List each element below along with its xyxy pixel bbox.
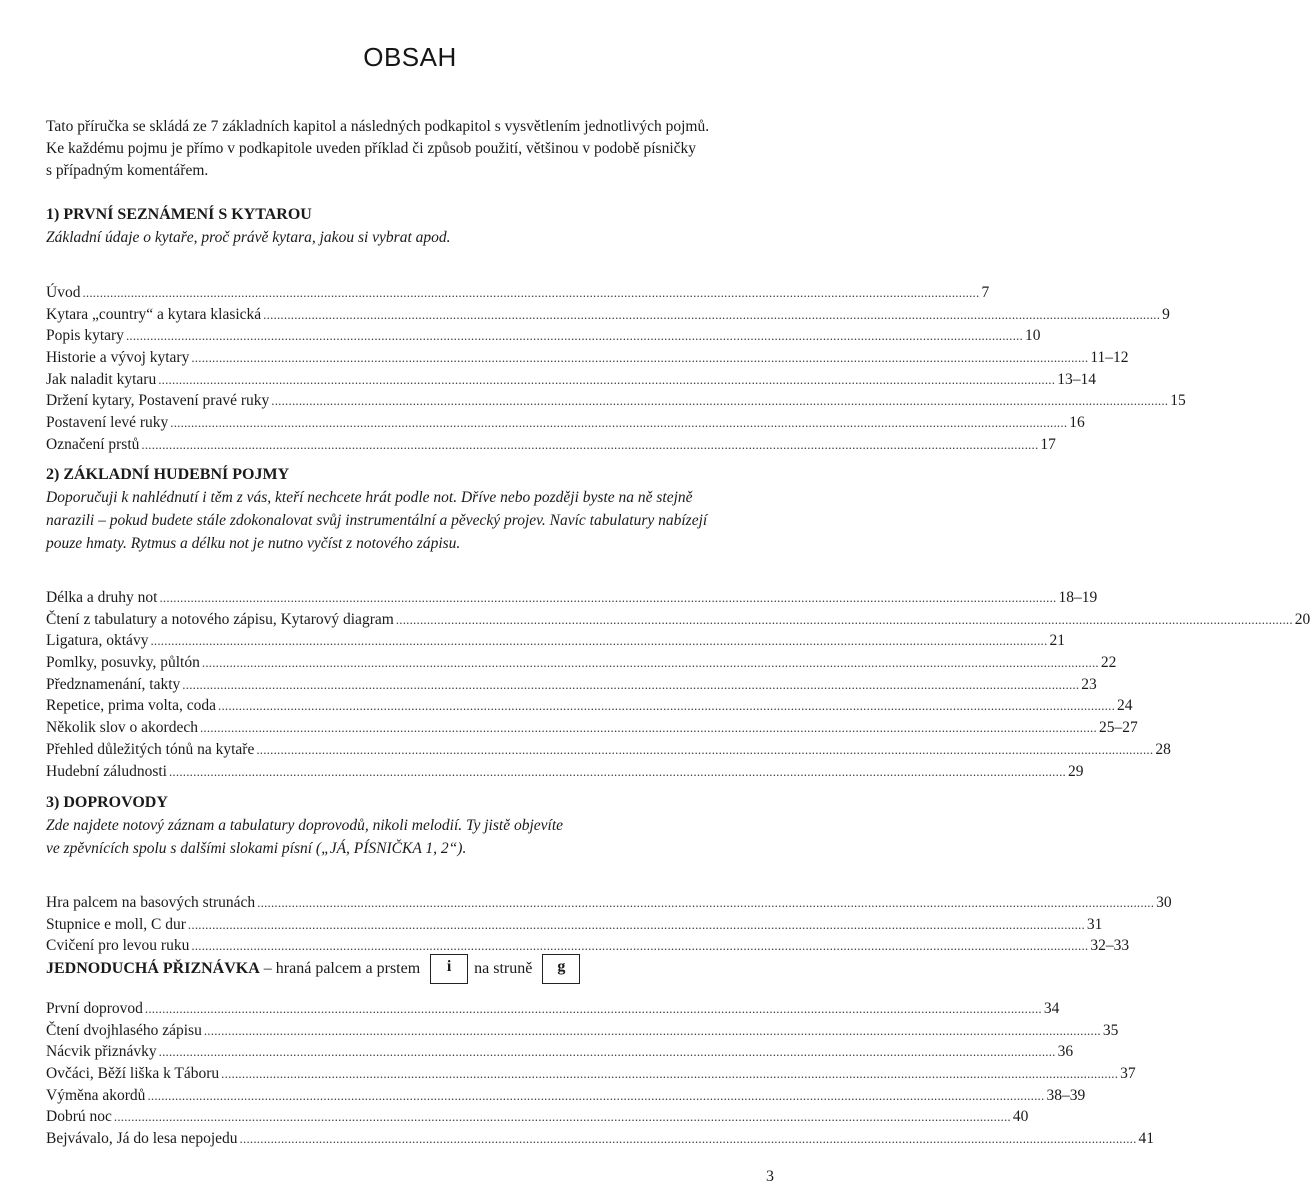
toc-entry — [46, 1085, 1086, 1107]
toc-entry — [46, 717, 1138, 739]
toc-dot-leader: .................................................................................................................................................................................................................................................................... — [113, 1109, 1011, 1125]
toc-dot-leader: .................................................................................................................................................................................................................................................................... — [271, 393, 1169, 409]
toc-entry-label: Historie a vývoj kytary — [46, 349, 190, 367]
toc-dot-leader: .................................................................................................................................................................................................................................................................... — [158, 1044, 1056, 1060]
toc-entry — [46, 1128, 1155, 1150]
toc-entry-page: 22 — [1100, 654, 1117, 672]
section-heading: 1) PRVNÍ SEZNÁMENÍ S KYTAROU — [46, 206, 312, 223]
toc-entry — [46, 369, 1096, 391]
toc-entry-page: 24 — [1117, 697, 1133, 715]
toc-entry-label: Ligatura, oktávy — [46, 632, 149, 650]
toc-entry-label: Hudební záludnosti — [46, 762, 167, 780]
toc-entry-page: 38–39 — [1046, 1086, 1086, 1104]
toc-entry — [46, 892, 1172, 914]
toc-entry-page: 31 — [1086, 915, 1103, 933]
toc-dot-leader: .................................................................................................................................................................................................................................................................... — [141, 436, 1039, 452]
toc-dot-leader: .................................................................................................................................................................................................................................................................... — [191, 350, 1089, 366]
toc-entry-page: 41 — [1138, 1130, 1155, 1148]
finger-box-i: i — [430, 954, 468, 984]
toc-dot-leader: .................................................................................................................................................................................................................................................................... — [158, 371, 1056, 387]
section-description — [46, 226, 774, 249]
toc-entry-page: 30 — [1156, 894, 1172, 911]
toc-entry-page: 25–27 — [1098, 719, 1138, 737]
toc-entry-label: Popis kytary — [46, 327, 124, 345]
toc-entry-label: Předznamenání, takty — [46, 675, 181, 693]
toc-entry-label: Jak naladit kytaru — [46, 370, 157, 388]
toc-entry-page: 7 — [981, 284, 990, 301]
section-description-line: Základní údaje o kytaře, proč právě kytara, jakou si vybrat apod. — [46, 229, 451, 246]
toc-dot-leader: .................................................................................................................................................................................................................................................................... — [395, 611, 1293, 627]
toc-entry-label: Několik slov o akordech — [46, 719, 198, 737]
toc-entry — [46, 1020, 1119, 1042]
toc-entry — [46, 1041, 1074, 1063]
toc-entry-page: 21 — [1049, 632, 1065, 650]
intro-line: s případným komentářem. — [46, 162, 209, 179]
toc-entry-page: 35 — [1102, 1021, 1119, 1039]
subsection-heading-rest: – hraná palcem a prstem — [259, 960, 421, 977]
section-description-line: narazili – pokud budete stále zdokonalovat svůj instrumentální a pěvecký projev. Navíc tabulatury nabízejí — [46, 512, 708, 529]
toc-entry-page: 13–14 — [1057, 370, 1096, 388]
toc-list — [46, 998, 1155, 1150]
toc-dot-leader: .................................................................................................................................................................................................................................................................... — [168, 763, 1066, 779]
toc-dot-leader: .................................................................................................................................................................................................................................................................... — [182, 676, 1080, 692]
toc-entry-page: 29 — [1067, 762, 1084, 780]
toc-entry — [46, 695, 1133, 717]
section-1 — [46, 204, 1186, 456]
toc-entry — [46, 761, 1084, 783]
intro-paragraph — [46, 116, 786, 182]
section-description — [46, 814, 774, 860]
section-heading: 2) ZÁKLADNÍ HUDEBNÍ POJMY — [46, 466, 290, 483]
toc-entry-label: Ovčáci, Běží liška k Táboru — [46, 1065, 220, 1083]
toc-entry-label: Čtení dvojhlasého zápisu — [46, 1021, 202, 1039]
toc-entry-label: Kytara „country“ a kytara klasická — [46, 305, 262, 323]
toc-dot-leader: .................................................................................................................................................................................................................................................................... — [159, 590, 1057, 605]
section-description-line: Zde najdete notový záznam a tabulatury doprovodů, nikoli melodií. Ty jistě objevíte — [46, 817, 564, 834]
section-description-line: Doporučuji k nahlédnutí i těm z vás, kteří nechcete hrát podle not. Dříve nebo později byste na ně stejně — [46, 489, 693, 506]
toc-entry-label: Držení kytary, Postavení pravé ruky — [46, 392, 270, 410]
toc-entry-page: 28 — [1155, 740, 1171, 758]
toc-entry-label: Postavení levé ruky — [46, 414, 169, 432]
intro-line: Ke každému pojmu je přímo v podkapitole uveden příklad či způsob použití, většinou v podobě písničky — [46, 140, 697, 157]
toc-dot-leader: .................................................................................................................................................................................................................................................................... — [263, 306, 1161, 322]
toc-dot-leader: .................................................................................................................................................................................................................................................................... — [191, 938, 1089, 954]
toc-dot-leader: .................................................................................................................................................................................................................................................................... — [125, 328, 1023, 344]
toc-dot-leader: .................................................................................................................................................................................................................................................................... — [144, 1001, 1042, 1016]
toc-entry — [46, 347, 1129, 369]
toc-entry-label: Čtení z tabulatury a notového zápisu, Kytarový diagram — [46, 610, 394, 628]
toc-entry-page: 18–19 — [1058, 589, 1098, 606]
subsection-heading-bold: JEDNODUCHÁ PŘIZNÁVKA — [46, 960, 260, 977]
toc-entry — [46, 739, 1171, 761]
toc-dot-leader: .................................................................................................................................................................................................................................................................... — [221, 1066, 1119, 1082]
toc-dot-leader: .................................................................................................................................................................................................................................................................... — [257, 895, 1155, 910]
page-number: 3 — [766, 1168, 774, 1185]
toc-dot-leader: .................................................................................................................................................................................................................................................................... — [256, 741, 1154, 757]
page-title: OBSAH — [363, 42, 457, 72]
toc-list — [46, 587, 1310, 782]
toc-entry-page: 15 — [1170, 392, 1186, 410]
subsection-priznavka — [46, 954, 1155, 1150]
toc-entry — [46, 304, 1170, 326]
toc-dot-leader: .................................................................................................................................................................................................................................................................... — [170, 415, 1068, 431]
toc-dot-leader: .................................................................................................................................................................................................................................................................... — [201, 655, 1099, 671]
toc-entry — [46, 652, 1117, 674]
toc-list — [46, 282, 1186, 456]
toc-entry-label: Délka a druhy not — [46, 589, 158, 606]
toc-entry-label: Výměna akordů — [46, 1086, 146, 1104]
toc-entry-label: Cvičení pro levou ruku — [46, 937, 190, 955]
toc-entry-label: Označení prstů — [46, 435, 140, 453]
toc-entry — [46, 914, 1103, 936]
toc-entry-page: 9 — [1162, 305, 1170, 323]
toc-entry-page: 37 — [1120, 1065, 1136, 1083]
intro-line: Tato příručka se skládá ze 7 základních kapitol a následných podkapitol s vysvětlením jednotlivých pojmů. — [46, 118, 710, 135]
toc-dot-leader: .................................................................................................................................................................................................................................................................... — [187, 916, 1085, 932]
toc-entry — [46, 325, 1041, 347]
toc-entry-page: 36 — [1057, 1043, 1074, 1061]
toc-dot-leader: .................................................................................................................................................................................................................................................................... — [199, 720, 1097, 736]
toc-dot-leader: .................................................................................................................................................................................................................................................................... — [203, 1022, 1101, 1038]
toc-entry — [46, 609, 1310, 631]
subsection-heading — [46, 954, 774, 984]
toc-entry-label: Dobrú noc — [46, 1108, 112, 1126]
toc-entry — [46, 630, 1065, 652]
toc-entry — [46, 412, 1085, 434]
toc-dot-leader: .................................................................................................................................................................................................................................................................... — [239, 1131, 1137, 1147]
toc-dot-leader: .................................................................................................................................................................................................................................................................... — [218, 698, 1116, 714]
toc-entry-page: 32–33 — [1090, 937, 1130, 955]
string-box-g: g — [542, 954, 580, 984]
toc-dot-leader: .................................................................................................................................................................................................................................................................... — [150, 633, 1048, 649]
toc-entry — [46, 998, 1060, 1020]
toc-entry — [46, 282, 990, 304]
toc-list — [46, 892, 1172, 957]
toc-entry — [46, 1106, 1029, 1128]
subsection-heading-middle: na struně — [474, 960, 533, 977]
section-description-line: ve zpěvnících spolu s dalšími slokami písní („JÁ, PÍSNIČKA 1, 2“). — [46, 840, 467, 857]
toc-entry — [46, 434, 1056, 456]
toc-entry-label: Nácvik přiznávky — [46, 1043, 157, 1061]
toc-entry — [46, 1063, 1136, 1085]
toc-entry — [46, 674, 1097, 696]
toc-entry-page: 23 — [1081, 675, 1097, 693]
toc-entry-label: Pomlky, posuvky, půltón — [46, 654, 200, 672]
toc-entry — [46, 587, 1098, 609]
toc-dot-leader: .................................................................................................................................................................................................................................................................... — [147, 1087, 1045, 1103]
toc-entry-label: Repetice, prima volta, coda — [46, 697, 217, 715]
toc-entry-label: Úvod — [46, 284, 81, 301]
toc-entry-page: 11–12 — [1090, 349, 1129, 367]
toc-entry-page: 10 — [1024, 327, 1041, 345]
toc-entry-label: Přehled důležitých tónů na kytaře — [46, 740, 255, 758]
toc-entry-page: 34 — [1043, 1000, 1060, 1017]
toc-entry-label: Bejvávalo, Já do lesa nepojedu — [46, 1130, 238, 1148]
section-description — [46, 486, 774, 555]
section-description-line: pouze hmaty. Rytmus a délku not je nutno vyčíst z notového zápisu. — [46, 535, 461, 552]
toc-entry-page: 16 — [1069, 414, 1085, 432]
toc-entry-label: Hra palcem na basových strunách — [46, 894, 256, 911]
toc-entry-page: 20 — [1294, 610, 1310, 628]
toc-entry-page: 17 — [1040, 435, 1056, 453]
toc-entry-label: První doprovod — [46, 1000, 143, 1017]
toc-dot-leader: .................................................................................................................................................................................................................................................................... — [82, 285, 980, 300]
toc-entry — [46, 390, 1186, 412]
toc-entry-page: 40 — [1012, 1108, 1029, 1126]
toc-entry-label: Stupnice e moll, C dur — [46, 915, 186, 933]
section-3 — [46, 792, 1172, 957]
section-heading: 3) DOPROVODY — [46, 794, 168, 811]
section-2 — [46, 464, 1310, 782]
